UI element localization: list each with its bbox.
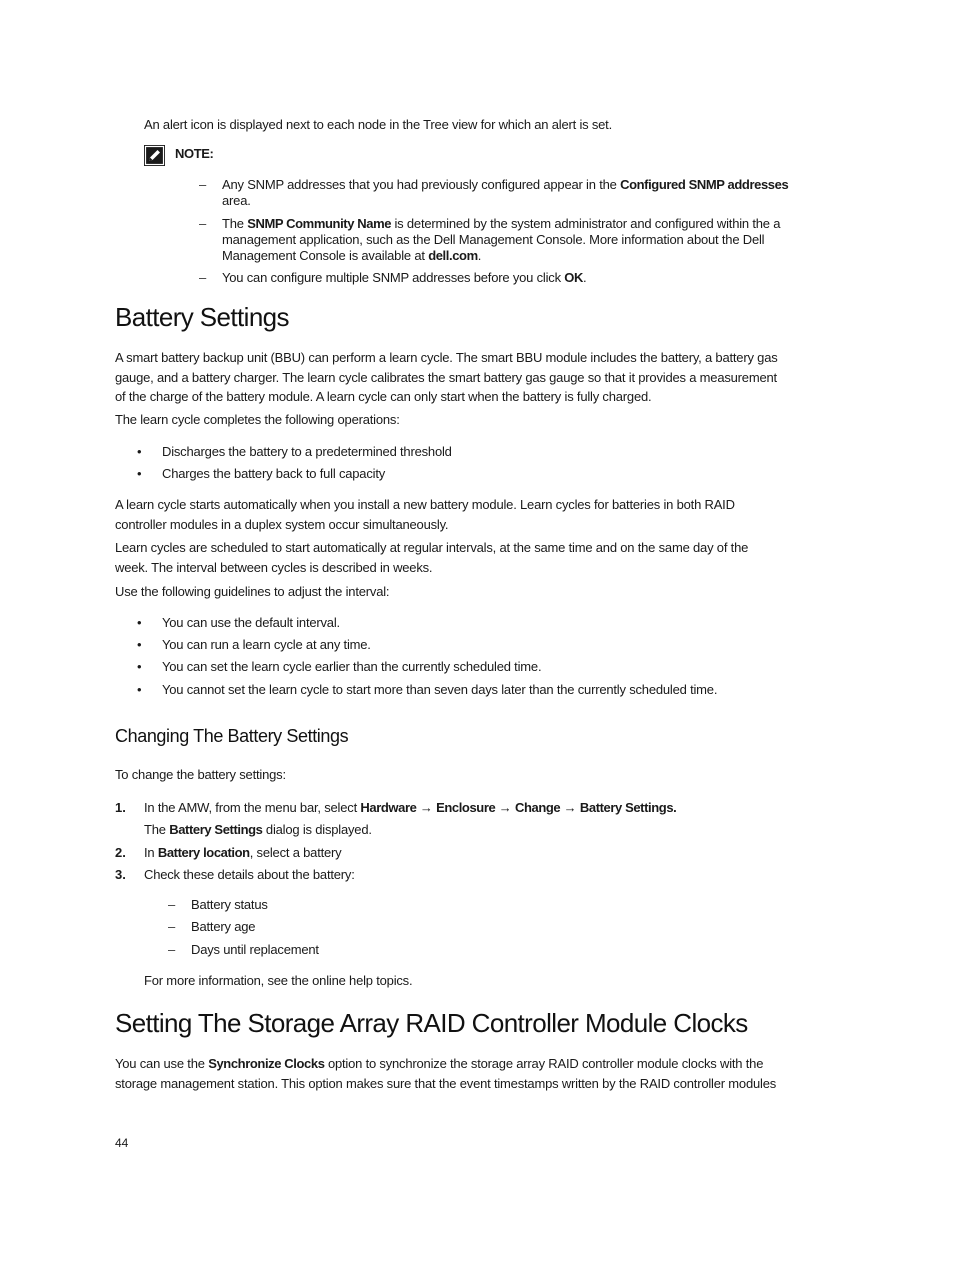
step-1: In the AMW, from the menu bar, select Hardware → Enclosure → Change → Battery Settings. xyxy=(144,800,677,815)
step-number: 3. xyxy=(115,867,126,882)
battery-para-line: week. The interval between cycles is described in weeks. xyxy=(115,560,433,575)
battery-para-line: of the charge of the battery module. A learn cycle can only start when the battery is fully charged. xyxy=(115,389,652,404)
battery-para-line: controller modules in a duplex system occur simultaneously. xyxy=(115,517,449,532)
detail-item: Battery status xyxy=(191,897,268,912)
note-item-3: You can configure multiple SNMP addresses before you click OK. xyxy=(222,270,587,285)
clocks-para-line-2: storage management station. This option makes sure that the event timestamps written by the RAID controller modules xyxy=(115,1076,777,1091)
battery-settings-heading: Battery Settings xyxy=(115,302,289,332)
note-pencil-icon xyxy=(144,145,165,166)
op-item: Charges the battery back to full capacity xyxy=(162,466,386,481)
battery-para-line: A learn cycle starts automatically when you install a new battery module. Learn cycles for batteries in both RAID xyxy=(115,497,735,512)
guideline-item: You can run a learn cycle at any time. xyxy=(162,637,371,652)
bullet-marker: • xyxy=(137,682,142,697)
step-2: In Battery location, select a battery xyxy=(144,845,342,860)
note-item-1-line2: area. xyxy=(222,193,251,208)
bullet-marker: • xyxy=(137,615,142,630)
step-3: Check these details about the battery: xyxy=(144,867,355,882)
bullet-marker: • xyxy=(137,466,142,481)
dash-marker: – xyxy=(168,919,176,934)
clocks-para-line-1: You can use the Synchronize Clocks option to synchronize the storage array RAID controller module clocks with the xyxy=(115,1056,764,1071)
bullet-marker: • xyxy=(137,659,142,674)
step-1-result: The Battery Settings dialog is displayed. xyxy=(144,822,372,837)
clocks-heading: Setting The Storage Array RAID Controller Module Clocks xyxy=(115,1008,748,1038)
detail-item: Battery age xyxy=(191,919,256,934)
battery-para-line: Learn cycles are scheduled to start automatically at regular intervals, at the same time and on the same day of the xyxy=(115,540,749,555)
learn-cycle-intro: The learn cycle completes the following operations: xyxy=(115,412,400,427)
dash-marker: – xyxy=(199,177,207,192)
detail-item: Days until replacement xyxy=(191,942,319,957)
battery-para-line: gauge, and a battery charger. The learn cycle calibrates the smart battery gas gauge so that it provides a measurement xyxy=(115,370,777,385)
bullet-marker: • xyxy=(137,444,142,459)
dash-marker: – xyxy=(168,897,176,912)
dash-marker: – xyxy=(199,270,207,285)
guidelines-intro: Use the following guidelines to adjust the interval: xyxy=(115,584,390,599)
changing-intro: To change the battery settings: xyxy=(115,767,286,782)
changing-battery-heading: Changing The Battery Settings xyxy=(115,726,349,746)
battery-para-line: A smart battery backup unit (BBU) can perform a learn cycle. The smart BBU module includes the battery, a battery gas xyxy=(115,350,778,365)
alert-text: An alert icon is displayed next to each node in the Tree view for which an alert is set. xyxy=(144,117,612,132)
note-item-2-line2: management application, such as the Dell Management Console. More information about the Dell xyxy=(222,232,765,247)
more-info-text: For more information, see the online help topics. xyxy=(144,973,413,988)
guideline-item: You cannot set the learn cycle to start more than seven days later than the currently scheduled time. xyxy=(162,682,718,697)
page-number: 44 xyxy=(115,1136,129,1150)
bullet-marker: • xyxy=(137,637,142,652)
note-item-2-line3: Management Console is available at dell.com. xyxy=(222,248,482,263)
step-number: 1. xyxy=(115,800,126,815)
note-label: NOTE: xyxy=(175,146,214,161)
note-item-1: Any SNMP addresses that you had previously configured appear in the Configured SNMP addresses xyxy=(222,177,789,192)
guideline-item: You can use the default interval. xyxy=(162,615,340,630)
dash-marker: – xyxy=(168,942,176,957)
dell-link[interactable]: dell.com xyxy=(428,248,478,263)
guideline-item: You can set the learn cycle earlier than the currently scheduled time. xyxy=(162,659,542,674)
op-item: Discharges the battery to a predetermined threshold xyxy=(162,444,452,459)
note-item-2: The SNMP Community Name is determined by the system administrator and configured within the a xyxy=(222,216,781,231)
step-number: 2. xyxy=(115,845,126,860)
dash-marker: – xyxy=(199,216,207,231)
